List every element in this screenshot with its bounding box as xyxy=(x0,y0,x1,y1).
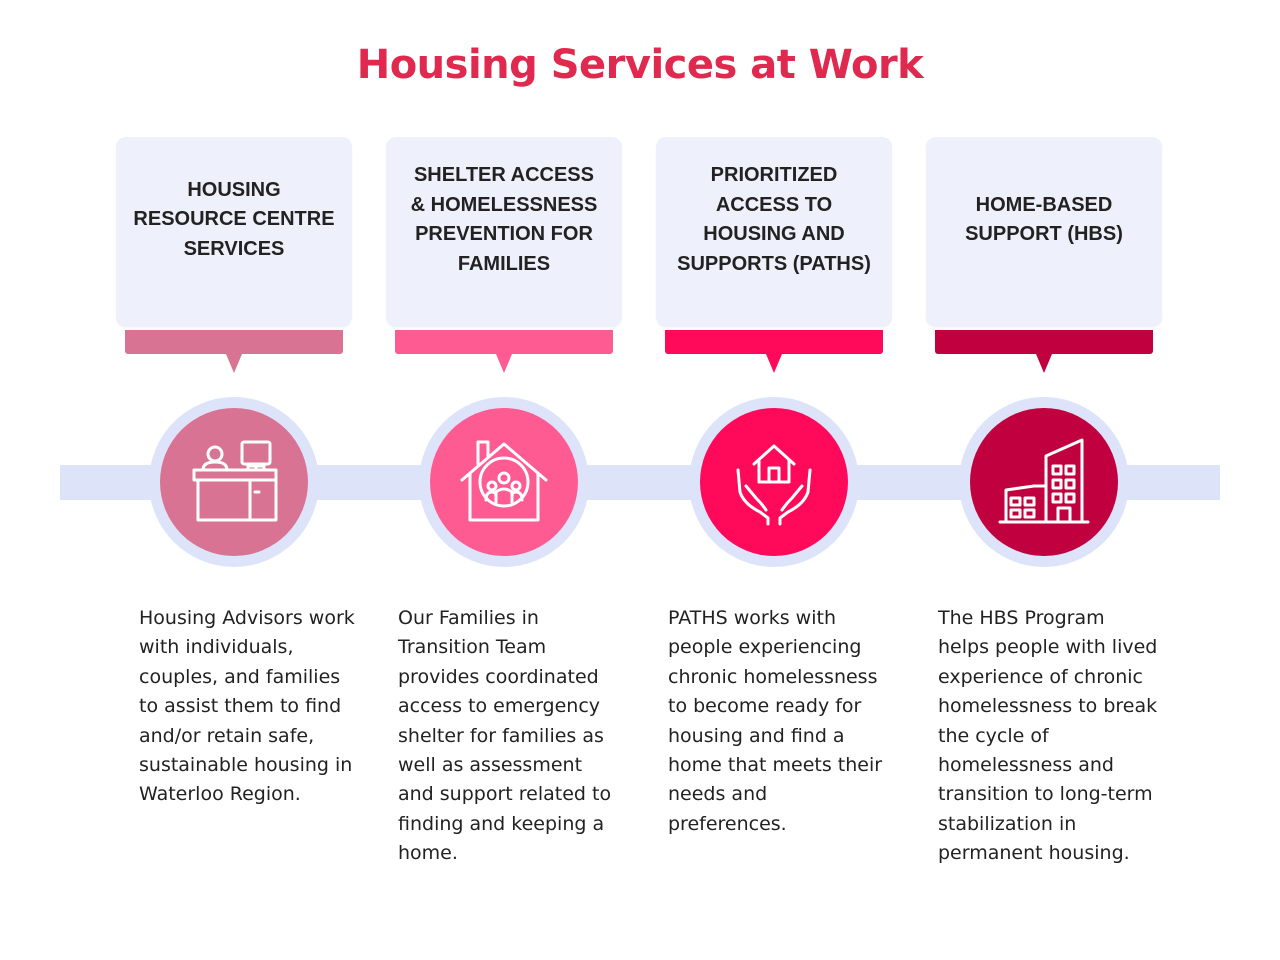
service-description: Our Families in Transition Team provides coordinated access to emergency shelter for families as well as assessment and support related to finding and keeping a home. xyxy=(398,607,612,865)
pointer-arrow xyxy=(226,354,242,373)
service-label: HOME-BASED SUPPORT (HBS) xyxy=(965,193,1123,245)
service-description: Housing Advisors work with individuals, couples, and families to assist them to find and/or retain safe, sustainable housing in Waterloo Region. xyxy=(139,607,355,806)
accent-bar xyxy=(935,330,1153,354)
service-card-paths xyxy=(656,137,892,327)
icon-ring xyxy=(149,397,319,567)
icon-ring xyxy=(419,397,589,567)
service-card-hbs xyxy=(926,137,1162,327)
icon-ring xyxy=(959,397,1129,567)
service-label: SHELTER ACCESS & HOMELESSNESS PREVENTION FOR FAMILIES xyxy=(410,164,598,275)
pointer-arrow xyxy=(1036,354,1052,373)
icon-ring xyxy=(689,397,859,567)
icon-circle xyxy=(970,408,1118,556)
pointer-arrow xyxy=(496,354,512,373)
page-title: Housing Services at Work xyxy=(356,42,924,88)
service-description: The HBS Program helps people with lived experience of chronic homelessness to break the cycle of homelessness and transition to long-term stabilization in permanent housing. xyxy=(938,607,1158,865)
accent-bar xyxy=(125,330,343,354)
service-label: PRIORITIZED ACCESS TO HOUSING AND SUPPORTS (PATHS) xyxy=(677,164,871,275)
icon-circle xyxy=(700,408,848,556)
apartment-building-icon xyxy=(996,434,1092,530)
service-card-housing-resource xyxy=(116,137,352,327)
service-description: PATHS works with people experiencing chronic homelessness to become ready for housing and find a home that meets their needs and preferences. xyxy=(668,607,883,835)
hands-holding-house-icon xyxy=(726,434,822,530)
accent-bar xyxy=(665,330,883,354)
icon-circle xyxy=(430,408,578,556)
icon-circle xyxy=(160,408,308,556)
service-card-shelter-access xyxy=(386,137,622,327)
service-label: HOUSING RESOURCE CENTRE SERVICES xyxy=(133,178,335,260)
pointer-arrow xyxy=(766,354,782,373)
front-desk-computer-icon xyxy=(186,434,282,530)
house-family-icon xyxy=(456,434,552,530)
accent-bar xyxy=(395,330,613,354)
